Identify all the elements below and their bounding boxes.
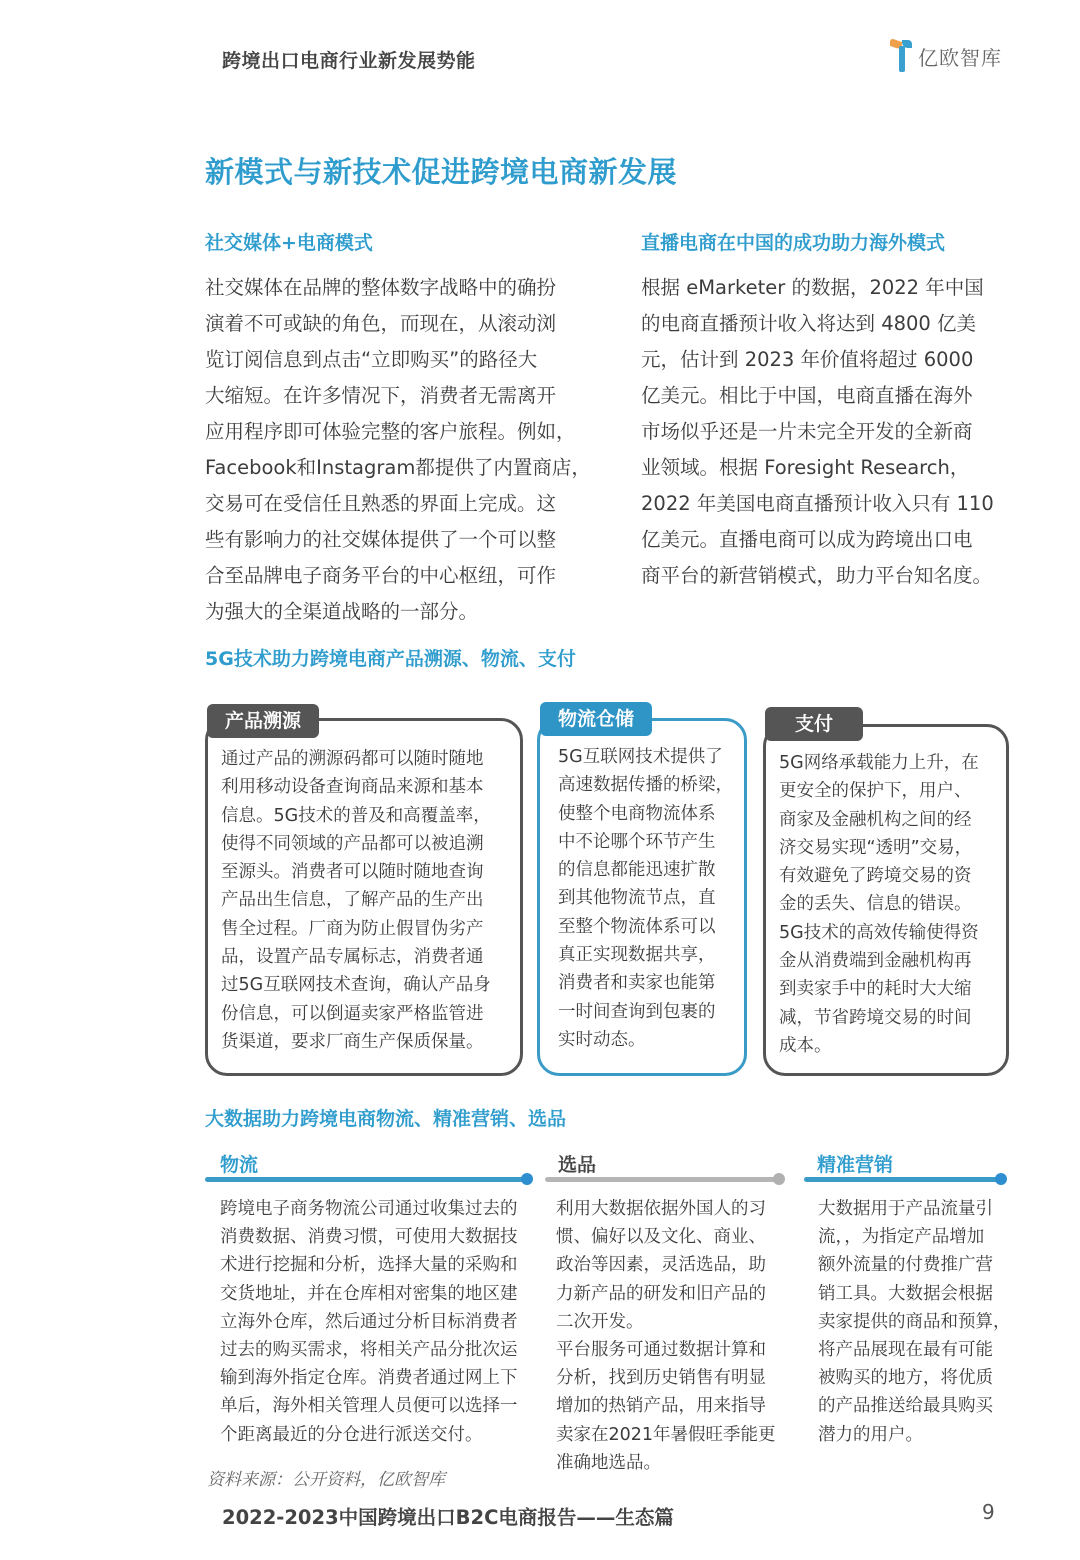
text-line: 些有影响力的社交媒体提供了一个可以整 (205, 528, 557, 551)
text-line: 至源头。消费者可以随时随地查询 (221, 862, 484, 883)
source-note: 资料来源：公开资料，亿欧智库 (207, 1470, 445, 1490)
traceability-tag: 产品溯源 (207, 704, 319, 738)
text-line: 金从消费端到金融机构再 (779, 951, 972, 972)
text-line: 分析，找到历史销售有明显 (556, 1368, 766, 1389)
marketing-dot-icon (995, 1173, 1007, 1185)
text-line: 消费者和卖家也能第 (558, 973, 716, 994)
text-line: 售全过程。厂商为防止假冒伪劣产 (221, 918, 484, 939)
text-line: 实时动态。 (558, 1029, 646, 1050)
text-line: 增加的热销产品，用来指导 (556, 1396, 766, 1417)
text-line: 亿美元。直播电商可以成为跨境出口电 (641, 528, 973, 551)
text-line: 更安全的保护下，用户、 (779, 781, 972, 802)
text-line: 消费数据、消费习惯，可使用大数据技 (220, 1227, 518, 1248)
text-line: 立海外仓库，然后通过分析目标消费者 (220, 1311, 518, 1332)
payment-tag: 支付 (765, 707, 863, 741)
text-line: 力新产品的研发和旧产品的 (556, 1283, 766, 1304)
text-line: 将产品展现在最有可能 (818, 1340, 993, 1361)
logistics-dot-icon (521, 1173, 533, 1185)
text-line: 被购买的地方，将优质 (818, 1368, 993, 1389)
text-line: 销工具。大数据会根据 (818, 1283, 993, 1304)
logistics-divider (205, 1177, 527, 1182)
logistics-column-text (220, 1195, 518, 1449)
logistics-column-label: 物流 (220, 1154, 259, 1176)
text-line: 的电商直播预计收入将达到 4800 亿美 (641, 312, 977, 335)
text-line: 流，，为指定产品增加 (818, 1227, 985, 1248)
logo-y-icon (888, 38, 914, 74)
marketing-divider (804, 1177, 1000, 1182)
text-line: 金的丢失、信息的错误。 (779, 894, 972, 915)
text-line: 品，设置产品专属标志，消费者通 (221, 947, 484, 968)
text-line: Facebook和Instagram都提供了内置商店， (205, 456, 591, 479)
social-paragraph (205, 270, 591, 630)
text-line: 览订阅信息到点击“立即购买”的路径大 (205, 348, 538, 371)
text-line: 政治等因素，灵活选品，助 (556, 1255, 766, 1276)
text-line: 合至品牌电子商务平台的中心枢纽，可作 (205, 564, 557, 587)
marketing-column-label: 精准营销 (817, 1154, 894, 1176)
text-line: 利用大数据依据外国人的习 (556, 1199, 766, 1219)
text-line: 亿美元。相比于中国，电商直播在海外 (641, 384, 973, 407)
text-line: 份信息，可以倒逼卖家严格监管进 (221, 1003, 484, 1024)
text-line: 为强大的全渠道战略的一部分。 (205, 600, 479, 623)
text-line: 使得不同领域的产品都可以被追溯 (221, 833, 484, 854)
text-line: 潜力的用户。 (818, 1424, 923, 1445)
text-line: 二次开发。 (556, 1311, 644, 1332)
selection-column-label: 选品 (558, 1154, 597, 1176)
text-line: 到卖家手中的耗时大大缩 (779, 979, 972, 1000)
livestream-paragraph (641, 270, 994, 594)
text-line: 一时间查询到包裹的 (558, 1001, 716, 1022)
text-line: 平台服务可通过数据计算和 (556, 1340, 766, 1361)
text-line: 成本。 (779, 1035, 832, 1056)
marketing-column-text (818, 1195, 1011, 1449)
text-line: 5G网络承载能力上升，在 (779, 753, 979, 773)
page-title: 新模式与新技术促进跨境电商新发展 (205, 155, 678, 189)
text-line: 2022 年美国电商直播预计收入只有 110 (641, 492, 994, 515)
text-line: 到其他物流节点，直 (558, 888, 716, 909)
text-line: 高速数据传播的桥梁， (558, 775, 733, 796)
text-line: 输到海外指定仓库。消费者通过网上下 (220, 1368, 518, 1389)
text-line: 跨境电子商务物流公司通过收集过去的 (220, 1199, 518, 1219)
text-line: 额外流量的付费推广营 (818, 1255, 993, 1276)
page-number: 9 (982, 1500, 995, 1524)
text-line: 个距离最近的分仓进行派送交付。 (220, 1424, 483, 1445)
traceability-text (221, 745, 491, 1056)
text-line: 有效避免了跨境交易的资 (779, 866, 972, 887)
text-line: 产品出生信息，了解产品的生产出 (221, 890, 484, 911)
text-line: 信息。5G技术的普及和高覆盖率， (221, 805, 491, 826)
text-line: 术进行挖掘和分析，选择大量的采购和 (220, 1255, 518, 1276)
text-line: 准确地选品。 (556, 1452, 661, 1473)
selection-divider (545, 1177, 781, 1182)
text-line: 业领域。根据 Foresight Research， (641, 456, 970, 479)
text-line: 惯、偏好以及文化、商业、 (556, 1227, 766, 1248)
text-line: 过去的购买需求，将相关产品分批次运 (220, 1340, 518, 1361)
text-line: 商家及金融机构之间的经 (779, 809, 972, 830)
text-line: 减，节省跨境交易的时间 (779, 1007, 972, 1028)
text-line: 交易可在受信任且熟悉的界面上完成。这 (205, 492, 557, 515)
text-line: 商平台的新营销模式，助力平台知名度。 (641, 564, 993, 587)
text-line: 中不论哪个环节产生 (558, 831, 716, 852)
text-line: 应用程序即可体验完整的客户旅程。例如， (205, 420, 576, 443)
text-line: 5G互联网技术提供了 (558, 747, 723, 767)
logo-text: 亿欧智库 (918, 45, 1002, 70)
text-line: 真正实现数据共享， (558, 945, 716, 966)
text-line: 使整个电商物流体系 (558, 803, 716, 824)
social-heading: 社交媒体+电商模式 (205, 232, 373, 254)
tech5g-heading: 5G技术助力跨境电商产品溯源、物流、支付 (205, 648, 576, 670)
text-line: 社交媒体在品牌的整体数字战略中的确扮 (205, 276, 557, 299)
logistics-text (558, 743, 733, 1054)
text-line: 市场似乎还是一片未完全开发的全新商 (641, 420, 973, 443)
text-line: 济交易实现“透明”交易， (779, 837, 973, 858)
text-line: 货渠道，要求厂商生产保质保量。 (221, 1031, 484, 1052)
text-line: 5G技术的高效传输使得资 (779, 922, 979, 943)
livestream-heading: 直播电商在中国的成功助力海外模式 (641, 232, 946, 254)
logistics-tag: 物流仓储 (540, 702, 652, 736)
text-line: 的产品推送给最具购买 (818, 1396, 993, 1417)
text-line: 利用移动设备查询商品来源和基本 (221, 777, 484, 798)
footer-title: 2022-2023中国跨境出口B2C电商报告——生态篇 (222, 1506, 674, 1529)
text-line: 卖家在2021年暑假旺季能更 (556, 1424, 776, 1445)
text-line: 交货地址，并在仓库相对密集的地区建 (220, 1283, 518, 1304)
text-line: 至整个物流体系可以 (558, 916, 716, 937)
text-line: 通过产品的溯源码都可以随时随地 (221, 749, 484, 769)
payment-text (779, 749, 979, 1060)
text-line: 根据 eMarketer 的数据，2022 年中国 (641, 276, 984, 299)
text-line: 演着不可或缺的角色，而现在，从滚动浏 (205, 312, 557, 335)
text-line: 卖家提供的商品和预算， (818, 1311, 1011, 1332)
logo (888, 38, 1002, 74)
text-line: 大数据用于产品流量引 (818, 1199, 993, 1219)
text-line: 的信息都能迅速扩散 (558, 860, 716, 881)
selection-column-text (556, 1195, 776, 1477)
running-header: 跨境出口电商行业新发展势能 (222, 50, 476, 72)
text-line: 单后，海外相关管理人员便可以选择一 (220, 1396, 518, 1417)
text-line: 大缩短。在许多情况下，消费者无需离开 (205, 384, 557, 407)
text-line: 过5G互联网技术查询，确认产品身 (221, 975, 491, 996)
selection-dot-icon (773, 1173, 785, 1185)
text-line: 元，估计到 2023 年价值将超过 6000 (641, 348, 974, 371)
bigdata-heading: 大数据助力跨境电商物流、精准营销、选品 (205, 1108, 567, 1130)
